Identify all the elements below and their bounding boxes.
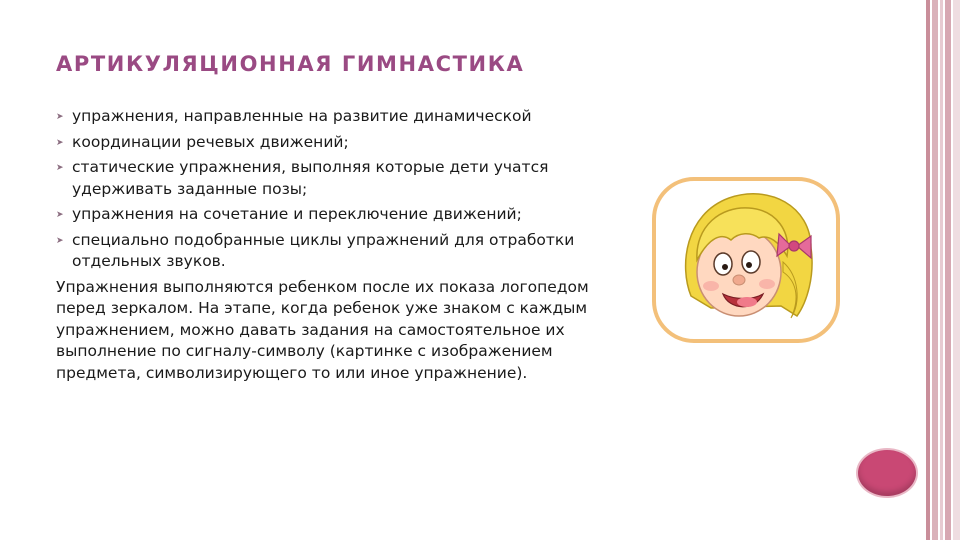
bullet-item (56, 230, 601, 273)
decorative-stripe (926, 0, 930, 540)
bullet-list (56, 106, 601, 273)
bullet-text: упражнения, направленные на развитие динамической (72, 107, 532, 125)
tongue (737, 297, 757, 307)
decorative-stripe (953, 0, 960, 540)
cheek-left (703, 281, 719, 291)
bullet-text: специально подобранные циклы упражнений для отработки отдельных звуков. (72, 230, 575, 270)
bullet-text: координации речевых движений; (72, 132, 349, 151)
pink-circle-button[interactable] (858, 450, 916, 496)
eye-left (714, 253, 732, 275)
decorative-stripe (932, 0, 938, 540)
bullet-item (56, 106, 601, 128)
bullet-item (56, 132, 601, 154)
eye-right (742, 251, 760, 273)
bullet-text: статические упражнения, выполняя которые дети учатся удерживать заданные позы; (72, 158, 549, 198)
slide-title: АРТИКУЛЯЦИОННАЯ ГИМНАСТИКА (56, 52, 525, 76)
arrowhead-icon: ➤ (56, 163, 64, 173)
decorative-stripe (940, 0, 943, 540)
arrowhead-icon: ➤ (56, 210, 64, 220)
arrowhead-icon: ➤ (56, 112, 64, 122)
decorative-stripe (945, 0, 951, 540)
girl-face-illustration (651, 176, 841, 344)
bullet-item (56, 204, 601, 226)
arrowhead-icon: ➤ (56, 235, 64, 246)
pupil-left (722, 264, 728, 270)
arrowhead-icon: ➤ (56, 137, 64, 148)
pupil-right (746, 262, 752, 268)
bullet-text: упражнения на сочетание и переключение движений; (72, 205, 522, 223)
nose (733, 275, 745, 285)
bullet-item (56, 157, 601, 200)
slide-content (56, 106, 601, 384)
body-paragraph: Упражнения выполняются ребенком после их показа логопедом перед зеркалом. На этапе, когда ребенок уже знаком с каждым упражнением, можно давать задания на самостоятельное их выполнение по сигналу-символу (картинке с изображением предмета, символизирующего то или иное упражнение). (56, 277, 589, 382)
cheek-right (759, 279, 775, 289)
